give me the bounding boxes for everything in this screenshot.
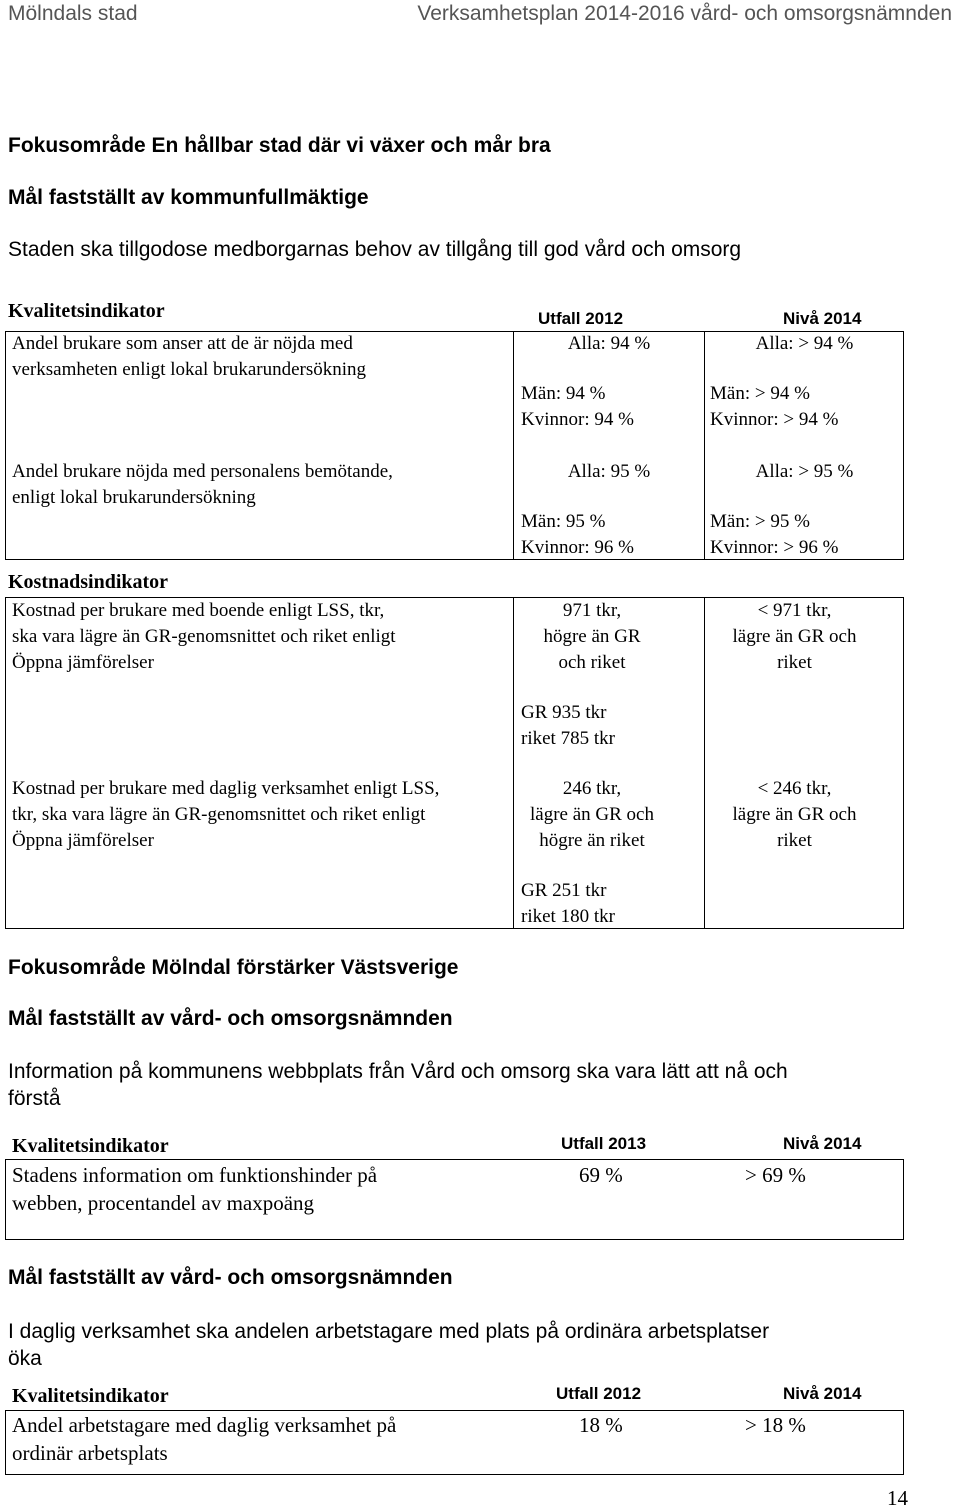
row-value: Alla: 95 % bbox=[567, 461, 651, 482]
row-value: Män: 95 % Kvinnor: 96 % bbox=[521, 511, 634, 558]
row-label: Andel brukare som anser att de är nöjda med verksamheten enligt lokal brukarundersökning bbox=[12, 333, 367, 380]
col-head-utfall: Utfall 2012 bbox=[556, 1384, 642, 1403]
col-head-kvalitetsindikator: Kvalitetsindikator bbox=[8, 300, 165, 322]
row-value: Alla: > 94 % bbox=[755, 333, 854, 354]
row-value: < 971 tkr, lägre än GR och riket bbox=[732, 600, 857, 673]
table-divider bbox=[704, 331, 705, 560]
row-value: Män: > 95 % Kvinnor: > 96 % bbox=[710, 511, 839, 558]
row-value: 69 % bbox=[579, 1163, 623, 1187]
table-divider bbox=[513, 331, 514, 560]
header-doc-title: Verksamhetsplan 2014-2016 vård- och omsorgsnämnden bbox=[417, 2, 952, 25]
focus-heading-2: Fokusområde Mölndal förstärker Västsverige bbox=[8, 956, 459, 979]
row-value: 246 tkr, lägre än GR och högre än riket bbox=[530, 778, 654, 851]
page-number: 14 bbox=[887, 1486, 908, 1510]
row-label: Kostnad per brukare med boende enligt LSS, tkr, ska vara lägre än GR-genomsnittet och riket enligt Öppna jämförelser bbox=[12, 600, 396, 673]
goal-by-3: Mål fastställt av vård- och omsorgsnämnden bbox=[8, 1266, 453, 1289]
col-head-kvalitetsindikator: Kvalitetsindikator bbox=[12, 1135, 169, 1157]
row-value: GR 935 tkr riket 785 tkr bbox=[521, 702, 615, 749]
row-value: > 18 % bbox=[745, 1413, 806, 1437]
cost-indicator-heading: Kostnadsindikator bbox=[8, 571, 169, 593]
row-label: Andel brukare nöjda med personalens bemötande, enligt lokal brukarundersökning bbox=[12, 461, 393, 508]
col-head-kvalitetsindikator: Kvalitetsindikator bbox=[12, 1385, 169, 1407]
goal-1: Staden ska tillgodose medborgarnas behov av tillgång till god vård och omsorg bbox=[8, 238, 742, 261]
row-value: GR 251 tkr riket 180 tkr bbox=[521, 880, 615, 927]
col-head-niva: Nivå 2014 bbox=[783, 1134, 862, 1153]
row-label: Stadens information om funktionshinder på webben, procentandel av maxpoäng bbox=[12, 1163, 378, 1215]
row-value: 18 % bbox=[579, 1413, 623, 1437]
goal-by-2: Mål fastställt av vård- och omsorgsnämnden bbox=[8, 1007, 453, 1030]
row-value: Män: > 94 % Kvinnor: > 94 % bbox=[710, 383, 839, 430]
row-label: Andel arbetstagare med daglig verksamhet på ordinär arbetsplats bbox=[12, 1413, 397, 1465]
col-head-utfall: Utfall 2012 bbox=[538, 309, 624, 328]
row-label: Kostnad per brukare med daglig verksamhet enligt LSS, tkr, ska vara lägre än GR-genomsnittet och riket enligt Öppna jämförelser bbox=[12, 778, 440, 851]
row-value: Män: 94 % Kvinnor: 94 % bbox=[521, 383, 634, 430]
col-head-utfall: Utfall 2013 bbox=[561, 1134, 647, 1153]
col-head-niva: Nivå 2014 bbox=[783, 309, 862, 328]
row-value: < 246 tkr, lägre än GR och riket bbox=[732, 778, 857, 851]
goal-3: I daglig verksamhet ska andelen arbetstagare med plats på ordinära arbetsplatser öka bbox=[8, 1320, 770, 1370]
focus-heading-1: Fokusområde En hållbar stad där vi växer och mår bra bbox=[8, 134, 551, 157]
row-value: Alla: > 95 % bbox=[755, 461, 854, 482]
row-value: Alla: 94 % bbox=[567, 333, 651, 354]
goal-by-1: Mål fastställt av kommunfullmäktige bbox=[8, 186, 369, 209]
row-value: 971 tkr, högre än GR och riket bbox=[543, 600, 641, 673]
goal-2: Information på kommunens webbplats från Vård och omsorg ska vara lätt att nå och förstå bbox=[8, 1060, 788, 1110]
page-header bbox=[0, 0, 960, 28]
header-org: Mölndals stad bbox=[8, 2, 138, 25]
row-value: > 69 % bbox=[745, 1163, 806, 1187]
col-head-niva: Nivå 2014 bbox=[783, 1384, 862, 1403]
